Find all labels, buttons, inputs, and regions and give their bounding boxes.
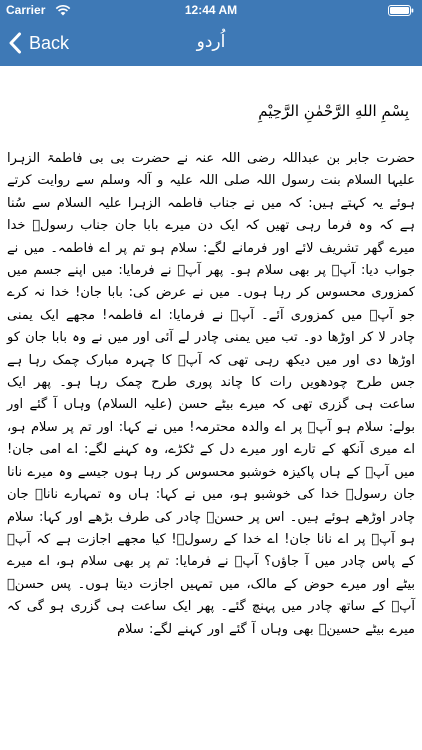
navigation-bar <box>0 20 422 66</box>
page-title: اُردو <box>196 32 226 52</box>
bismillah-heading: بِسْمِ اللهِ الرَّحْمٰنِ الرَّحِيْمِ <box>258 102 409 120</box>
battery-icon <box>388 5 414 16</box>
status-time: 12:44 AM <box>184 3 238 17</box>
carrier-label: Carrier <box>6 3 46 17</box>
status-bar <box>0 0 422 20</box>
hadith-text: حضرت جابر بن عبداللہ رضی اللہ عنہ نے حضرت بی بی فاطمۃ الزہرا علیہا السلام بنت رسول اللہ صلی اللہ علیہ و آلہ وسلم سے روایت کرتے ہوئے یہ کہتے ہیں: کہ میں نے جناب فاطمہ الزہرا علیہ السلام سے سُنا ہے کہ وہ فرما رہی تھیں کہ ایک دن میرے بابا جان جناب رسولؐ خدا میرے گھر تشریف لائے اور فرمانے لگے: سلام ہو تم پر اے فاطمہ۔ میں نے جواب دیا: آپؐ پر بھی سلام ہو۔ پھر آپؐ نے فرمایا: میں اپنے جسم میں کمزوری محسوس کر رہا ہوں۔ میں نے عرض کی: بابا جان! خدا نہ کرے جو آپؐ میں کمزوری آئے۔ آپؐ نے فرمایا: اے فاطمہ! مجھے ایک یمنی چادر لا کر اوڑھا دو۔ تب میں یمنی چادر لے آئی اور میں نے وہ بابا جان کو اوڑھا دی اور میں دیکھ رہی تھی کہ آپؐ کا چہرہ مبارک چمک رہا ہے جس طرح چودھویں رات کا چاند پوری طرح چمک رہا ہو۔ پھر ایک ساعت ہی گزری تھی کہ میرے بیٹے حسن (علیہ السلام) وہاں آ گئے اور بولے: سلام ہو آپؐ پر اے والدہ محترمہ! میں نے کہا: اور تم پر سلام ہو، اے میری آنکھ کے تارے اور میرے دل کے ٹکڑے، وہ کہنے لگے: اے امی جان! میں آپؐ کے ہاں پاکیزہ خوشبو محسوس کر رہا ہوں جیسے وہ میرے نانا جان رسولؐ خدا کی خوشبو ہو، میں نے کہا: ہاں وہ تمہارے ناناؐ جان چادر اوڑھے ہوئے ہیں۔ اس پر حسنؑ چادر کی طرف بڑھے اور کہا: سلام ہو آپؐ پر اے نانا جان! اے خدا کے رسولؐ! کیا مجھے اجازت ہے کہ آپؐ کے پاس چادر میں آ جاؤں؟ آپؐ نے فرمایا: تم پر بھی سلام ہو، اے میرے بیٹے اور میرے حوض کے مالک، میں تمہیں اجازت دیتا ہوں۔ پس حسنؑ آپؐ کے ساتھ چادر میں پہنچ گئے۔ پھر ایک ساعت ہی گزری ہو گی کہ میرے بیٹے حسینؑ بھی وہاں آ گئے اور کہنے لگے: سلام <box>7 151 415 637</box>
back-button-label: Back <box>29 32 70 53</box>
content-scroll-view[interactable] <box>0 66 422 750</box>
